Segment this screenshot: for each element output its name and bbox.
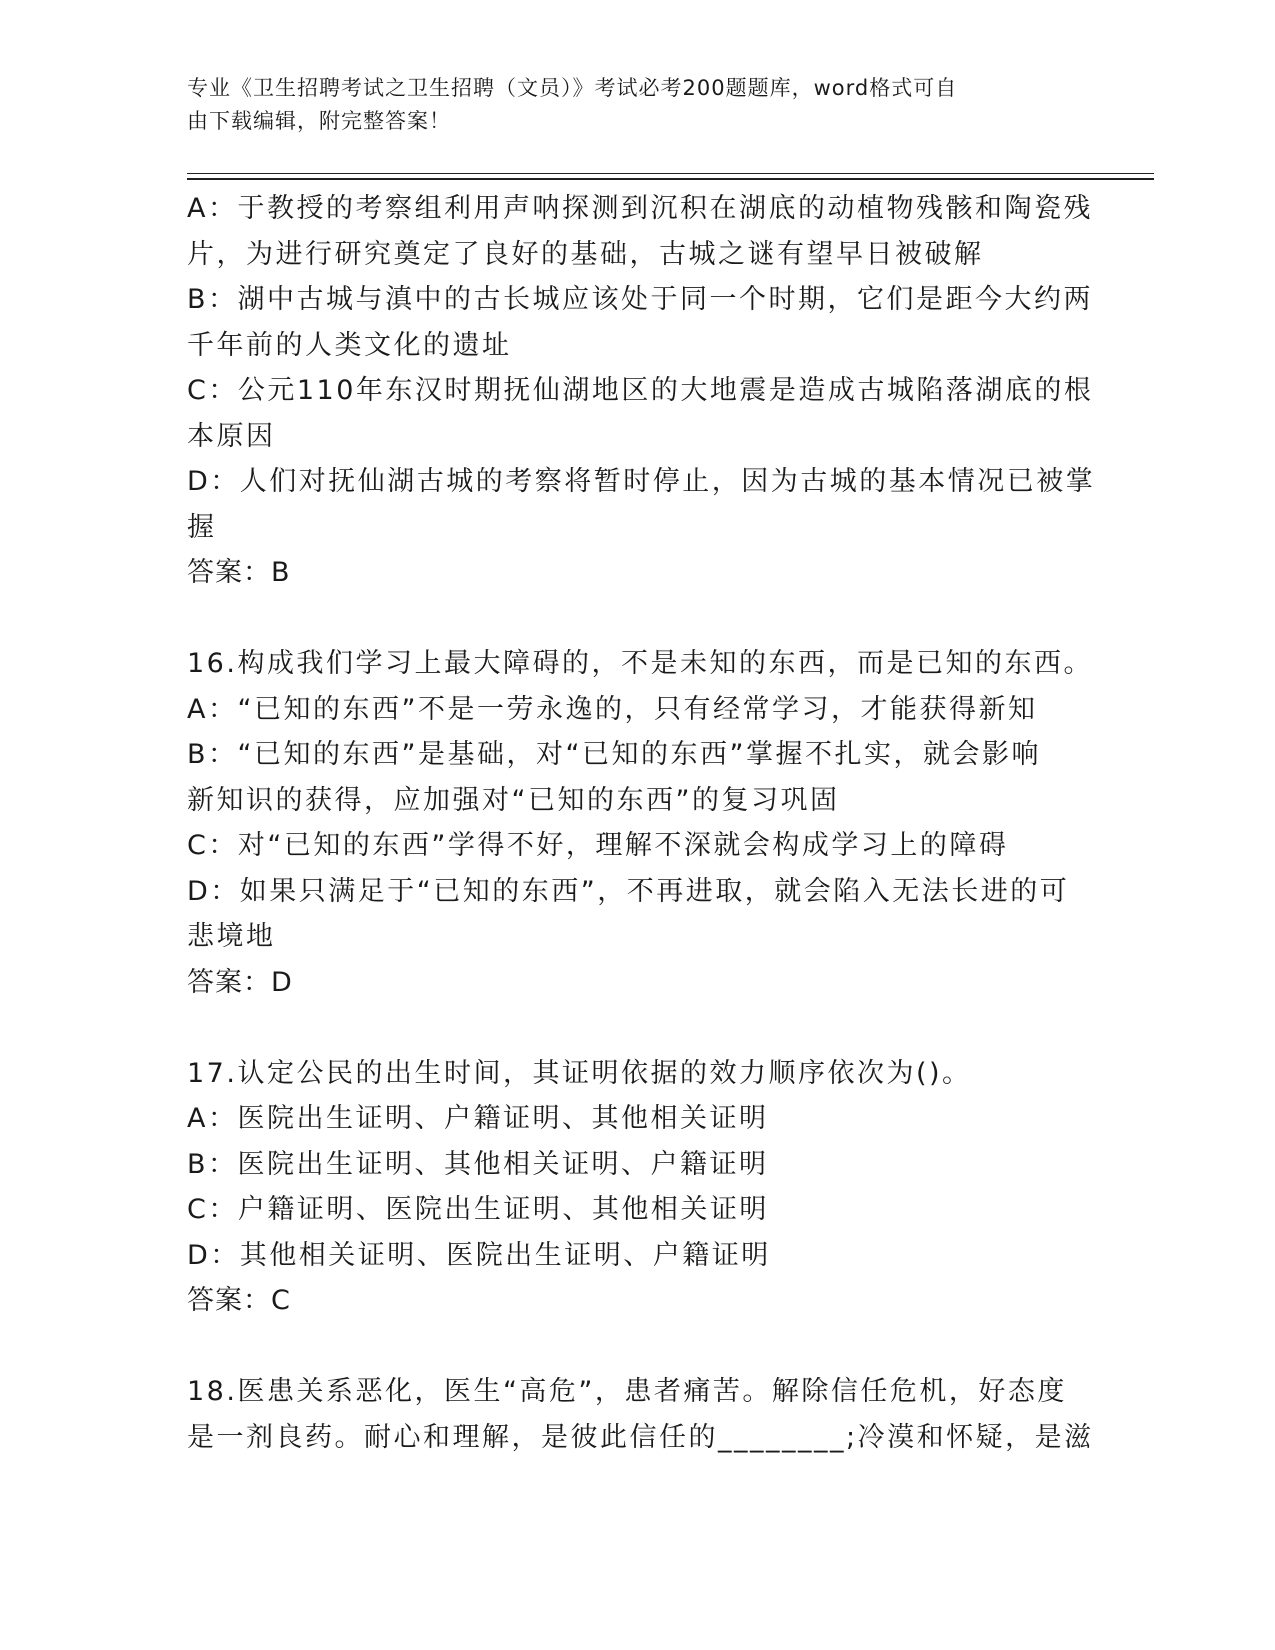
question-block [187,186,1096,596]
spacer [187,1005,1067,1051]
question-block [187,1369,1094,1460]
option-line: D：如果只满足于“已知的东西”，不再进取，就会陷入无法长进的可 [187,875,1070,907]
option-line: B：医院出生证明、其他相关证明、户籍证明 [187,1148,769,1180]
option-line: D：其他相关证明、医院出生证明、户籍证明 [187,1239,771,1271]
header-divider-thick [187,178,1154,180]
option-line: D：人们对抚仙湖古城的考察将暂时停止，因为古城的基本情况已被掌 [187,466,1096,497]
option-line: C：户籍证明、医院出生证明、其他相关证明 [187,1194,769,1225]
header-divider-thin [187,173,1154,174]
question-stem: 是一剂良药。耐心和理解，是彼此信任的________;冷漠和怀疑，是滋 [187,1421,1094,1453]
header-line: 由下载编辑，附完整答案！ [187,109,451,133]
header-line: 专业《卫生招聘考试之卫生招聘（文员）》考试必考200题题库，word格式可自 [187,76,958,100]
option-line: 悲境地 [187,921,276,952]
option-line: 握 [187,511,217,543]
answer-line: 答案：B [187,557,291,588]
answer-line: 答案：D [187,966,293,998]
spacer [187,596,1067,642]
option-line: B：“已知的东西”是基础，对“已知的东西”掌握不扎实，就会影响 [187,739,1041,770]
question-stem: 18.医患关系恶化，医生“高危”，患者痛苦。解除信任危机，好态度 [187,1376,1067,1407]
question-list [187,186,1096,1460]
option-line: A：医院出生证明、户籍证明、其他相关证明 [187,1103,769,1134]
option-line: C：公元110年东汉时期抚仙湖地区的大地震是造成古城陷落湖底的根 [187,375,1094,406]
option-line: 片，为进行研究奠定了良好的基础，古城之谜有望早日被破解 [187,238,984,270]
answer-line: 答案：C [187,1285,291,1316]
option-line: 千年前的人类文化的遗址 [187,329,512,361]
question-block [187,1051,1067,1324]
question-stem: 16.构成我们学习上最大障碍的，不是未知的东西，而是已知的东西。 [187,648,1093,679]
option-line: A：于教授的考察组利用声呐探测到沉积在湖底的动植物残骸和陶瓷残 [187,193,1093,224]
spacer [187,1324,1067,1370]
option-line: C：对“已知的东西”学得不好，理解不深就会构成学习上的障碍 [187,830,1009,861]
question-block [187,641,1093,1005]
question-stem: 17.认定公民的出生时间，其证明依据的效力顺序依次为()。 [187,1057,972,1089]
option-line: B：湖中古城与滇中的古长城应该处于同一个时期，它们是距今大约两 [187,284,1094,315]
option-line: A：“已知的东西”不是一劳永逸的，只有经常学习，才能获得新知 [187,693,1038,725]
document-header [187,72,1067,138]
option-line: 本原因 [187,420,276,452]
option-line: 新知识的获得，应加强对“已知的东西”的复习巩固 [187,784,840,816]
